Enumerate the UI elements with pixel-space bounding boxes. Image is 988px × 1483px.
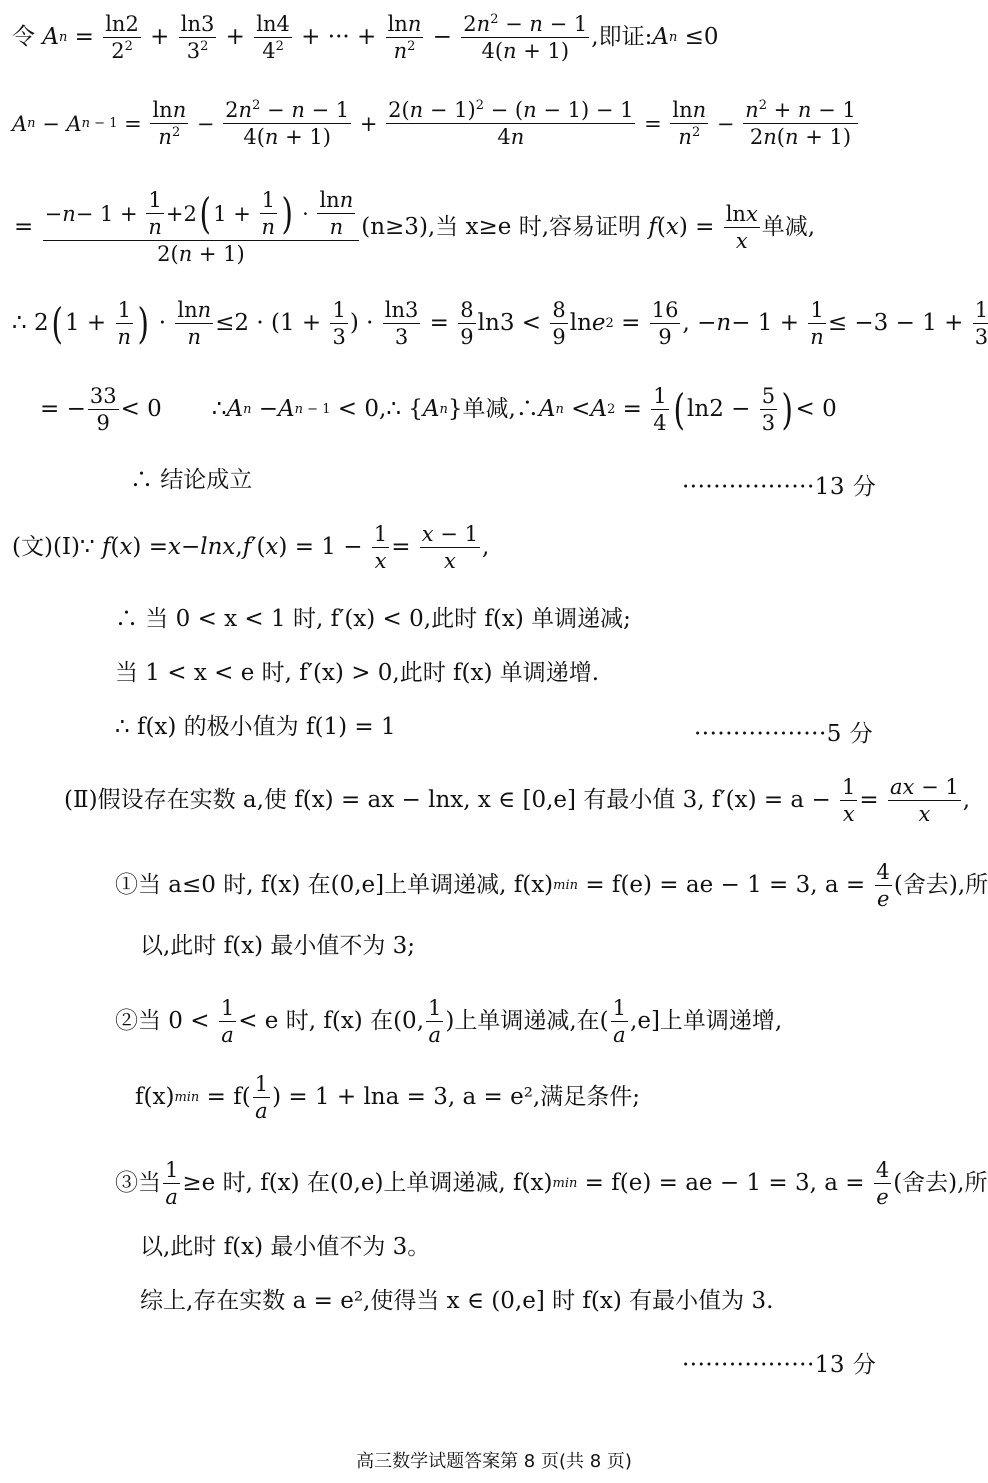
case-one-b: = f(e) = ae − 1 = 3, a = bbox=[585, 872, 866, 899]
equation-line-2: A n − A n − 1 = $\frac{\ln n}{n^2}$ − $\frac{2n^2 - n - 1}{4(n + 1)}$ + $\frac{2(n - 1)^2 - (n - 1) - 1}{4n}$ = $\frac{\ln n}{n^2}$ − $\frac{n^2 + n - 1}{2n(n + 1)}$ bbox=[12, 98, 856, 150]
condition-text: (n≥3),当 x≥e 时,容易证明 bbox=[361, 213, 642, 240]
equation-line-10: ∴ f(x) 的极小值为 f(1) = 1 bbox=[115, 714, 396, 740]
equation-line-14: ②当 0 < $\frac{1}{a}$ < e 时, f(x) 在(0, $\frac{1}{a}$ )上单调递减,在( $\frac{1}{a}$ ,e]上单调递增, bbox=[115, 996, 783, 1048]
case-three-d: (舍去),所 bbox=[893, 1170, 988, 1197]
conclusion-line bbox=[130, 466, 252, 495]
equation-line-13: 以,此时 f(x) 最小值不为 3; bbox=[140, 933, 416, 959]
equation-line-18: 综上,存在实数 a = e²,使得当 x ∈ (0,e] 时 f(x) 有最小值为 3. bbox=[140, 1288, 774, 1314]
equation-line-9: 当 1 < x < e 时, f′(x) > 0,此时 f(x) 单调递增. bbox=[115, 660, 600, 686]
equation-line-7: (文)(Ⅰ)∵ f ( x ) = x − lnx , f ′( x ) = 1 − $\frac{1}{x}$ = $\frac{x - 1}{x}$ , bbox=[12, 522, 490, 574]
conclusion-text: ∴ 结论成立 bbox=[130, 467, 253, 493]
intro-tail-text: ,即证: bbox=[591, 24, 653, 51]
case-one-c: (舍去),所 bbox=[893, 872, 988, 899]
score-5: ·················5 分 bbox=[694, 721, 874, 747]
equation-line-8: ∴ 当 0 < x < 1 时, f′(x) < 0,此时 f(x) 单调递减; bbox=[115, 606, 631, 632]
equation-line-16: ③当 $\frac{1}{a}$ ≥e 时, f(x) 在(0,e)上单调递减, f(x) min = f(e) = ae − 1 = 3, a = $\frac{4}{e}$ (舍去),所 bbox=[115, 1158, 988, 1210]
equation-line-5: = − $\frac{33}{9}$ < 0 ∴ A n − A n − 1 < 0,∴ { A n }单减,∴ A n < A 2 = $\frac{1}{4}$ ( ln2 − $\frac{5}{3}$ ) < 0 bbox=[40, 384, 837, 436]
case-two-g: ) = 1 + lna = 3, a = e²,满足条件; bbox=[272, 1084, 640, 1111]
part-one-label: (文)(Ⅰ)∵ bbox=[12, 534, 95, 561]
case-two-b: < e 时, f(x) 在(0, bbox=[238, 1008, 425, 1035]
case-two-c: )上单调递减,在( bbox=[445, 1008, 609, 1035]
case-two-a: ②当 0 < bbox=[115, 1008, 210, 1035]
case-two-e: f(x) bbox=[135, 1084, 175, 1111]
score-13-a: ·················13 分 bbox=[682, 474, 877, 500]
case-three-a: ③当 bbox=[115, 1170, 161, 1197]
part-two-text: (Ⅱ)假设存在实数 a,使 f(x) = ax − lnx, x ∈ [0,e] 有最小值 3, f′(x) = a − bbox=[64, 787, 831, 814]
equation-line-17: 以,此时 f(x) 最小值不为 3。 bbox=[140, 1234, 431, 1260]
page-footer: 高三数学试题答案第 8 页(共 8 页) bbox=[356, 1451, 632, 1472]
case-one-a: ①当 a≤0 时, f(x) 在(0,e]上单调递减, f(x) bbox=[115, 872, 554, 899]
equation-line-1: 令 A n = $\frac{\ln 2}{2^2}$ + $\frac{\ln 3}{3^2}$ + $\frac{\ln 4}{4^2}$ + ··· + $\frac{\ln n}{n^2}$ − $\frac{2n^2 - n - 1}{4(n + 1)}$ ,即证: A n ≤0 bbox=[12, 12, 719, 64]
equation-line-12: ①当 a≤0 时, f(x) 在(0,e]上单调递减, f(x) min = f(e) = ae − 1 = 3, a = $\frac{4}{e}$ (舍去),所 bbox=[115, 860, 988, 912]
intro-text: 令 bbox=[12, 24, 35, 51]
equation-line-15: f(x) min = f( $\frac{1}{a}$ ) = 1 + lna = 3, a = e²,满足条件; bbox=[135, 1072, 640, 1124]
equation-line-11: (Ⅱ)假设存在实数 a,使 f(x) = ax − lnx, x ∈ [0,e] 有最小值 3, f′(x) = a − $\frac{1}{x}$ = $\frac{ax - 1}{x}$ , bbox=[64, 775, 971, 827]
case-two-d: ,e]上单调递增, bbox=[630, 1008, 783, 1035]
case-two-f: = f( bbox=[206, 1084, 251, 1111]
case-three-c: = f(e) = ae − 1 = 3, a = bbox=[584, 1170, 865, 1197]
score-13-b: ·················13 分 bbox=[682, 1352, 877, 1378]
decreasing-text: 单减, bbox=[761, 213, 816, 240]
equation-line-4: ∴ 2 ( 1 + $\frac{1}{n}$ ) · $\frac{\ln n}{n}$ ≤2 · (1 + $\frac{1}{3}$ ) · $\frac{\ln 3}{3}$ = $\frac{8}{9}$ ln3 < $\frac{8}{9}$ ln e 2 = $\frac{16}{9}$ , − n − 1 + $\frac{1}{n}$ ≤ −3 − 1 + $\frac{1}{3}$ bbox=[12, 298, 988, 349]
equation-line-3: = − n − 1 + $\frac{1}{n}$ +2 ( 1 + $\frac{1}{n}$ ) · $\frac{\ln n}{n}$ 2(n + 1) (n≥3),当 x≥e 时,容易证明 f ( x ) = $\frac{\ln x}{x}$ 单减, bbox=[14, 188, 816, 267]
case-three-b: ≥e 时, f(x) 在(0,e)上单调递减, f(x) bbox=[182, 1170, 553, 1197]
